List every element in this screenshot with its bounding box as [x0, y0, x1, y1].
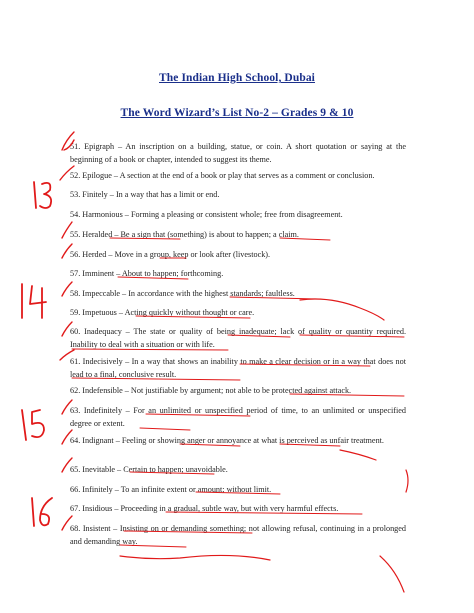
list-item: 57. Imminent – About to happen; forthcoming. [70, 269, 224, 278]
school-title: The Indian High School, Dubai [159, 72, 315, 84]
list-item: 64. Indignant – Feeling or showing anger or annoyance at what is perceived as unfair treatment. [70, 436, 384, 445]
arrow-stroke [340, 450, 376, 460]
list-item: 51. Epigraph – An inscription on a building, statue, or coin. A short quotation or saying at the beginning of a book or chapter, intended to suggest its theme. [70, 142, 406, 164]
list-item: 59. Impetuous – Acting quickly without thought or care. [70, 308, 255, 317]
list-item: 67. Insidious – Proceeding in a gradual, subtle way, but with very harmful effects. [70, 504, 339, 513]
list-item: 55. Heralded – Be a sign that (something) is about to happen; a claim. [70, 230, 299, 239]
list-item: 63. Indefinitely – For an unlimited or unspecified period of time, to an unlimited or unspecified degree or extent. [70, 406, 406, 428]
list-title: The Word Wizard’s List No-2 – Grades 9 & 10 [120, 107, 354, 119]
list-item: 54. Harmonious – Forming a pleasing or consistent whole; free from disagreement. [70, 210, 343, 219]
list-item: 66. Infinitely – To an infinite extent or amount; without limit. [70, 485, 272, 494]
list-item: 61. Indecisively – In a way that shows an inability to make a clear decision or in a way that does not lead to a final, conclusive result. [70, 357, 406, 379]
list-item: 53. Finitely – In a way that has a limit or end. [70, 190, 220, 199]
margin-number-16 [32, 498, 52, 526]
margin-number-15 [22, 410, 44, 440]
arrow-stroke [406, 470, 408, 492]
list-item: 52. Epilogue – A section at the end of a book or play that serves as a comment or conclusion. [70, 171, 375, 180]
list-item: 68. Insistent – Insisting on or demanding something; not allowing refusal, continuing in a prolonged and demanding way. [70, 524, 406, 546]
list-item: 56. Herded – Move in a group, keep or look after (livestock). [70, 250, 271, 259]
list-item: 62. Indefensible – Not justifiable by argument; not able to be protected against attack. [70, 386, 352, 395]
list-item: 58. Impeccable – In accordance with the highest standards; faultless. [70, 289, 295, 298]
margin-number-13 [34, 182, 51, 208]
margin-number-14 [22, 284, 46, 318]
arrow-stroke [380, 556, 404, 592]
list-item: 60. Inadequacy – The state or quality of being inadequate; lack of quality or quantity required. Inability to deal with a situation or with life. [70, 327, 406, 349]
arrow-stroke [120, 555, 270, 560]
list-item: 65. Inevitable – Certain to happen; unavoidable. [70, 465, 228, 474]
